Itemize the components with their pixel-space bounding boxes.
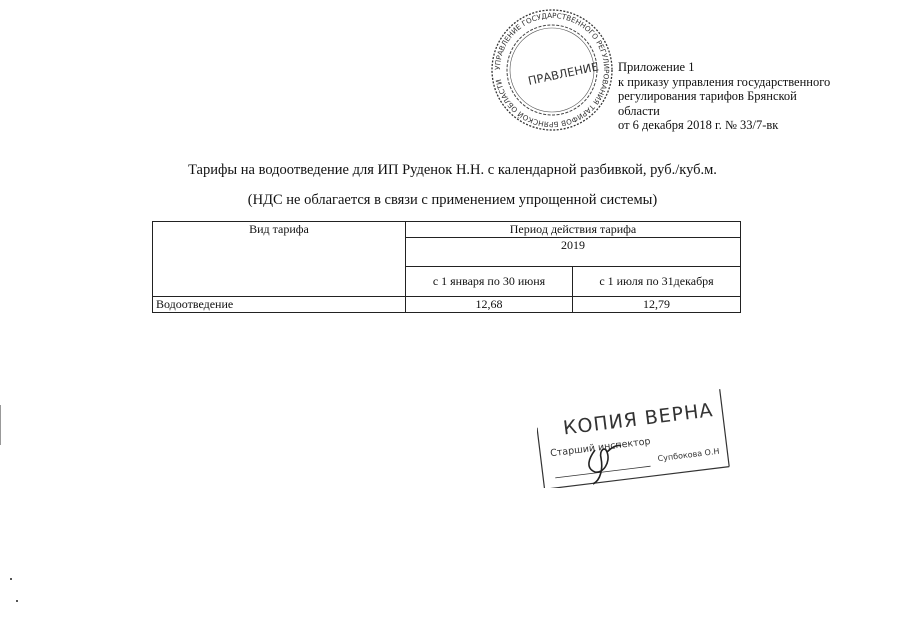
stamp-name: Супбокова О.Н (657, 446, 720, 464)
appendix-line-2: к приказу управления государственного (618, 74, 831, 89)
tariff-table (152, 221, 741, 313)
vat-note: (НДС не облагается в связи с применением упрощенной системы) (247, 192, 658, 208)
scan-speck (16, 600, 18, 602)
official-seal (487, 8, 617, 133)
row-value-1: 12,68 (406, 297, 573, 313)
seal-ring-text: УПРАВЛЕНИЕ ГОСУДАРСТВЕННОГО РЕГУЛИРОВАНИЯ ТАРИФОВ БРЯНСКОЙ ОБЛАСТИ (492, 10, 612, 130)
document-title: Тарифы на водоотведение для ИП Руденок Н.Н. с календарной разбивкой, руб./куб.м. (188, 162, 717, 178)
seal-center-text: ПРАВЛЕНИЕ (526, 59, 600, 88)
appendix-block (618, 60, 858, 133)
appendix-line-3: регулирования тарифов Брянской (618, 89, 797, 103)
row-value-2: 12,79 (573, 297, 741, 313)
header-period: Период действия тарифа (406, 222, 741, 238)
header-period-1: с 1 января по 30 июня (406, 267, 573, 297)
appendix-line-4: области (618, 103, 660, 118)
scan-edge-line (0, 405, 1, 445)
copy-certified-stamp (537, 388, 732, 488)
stamp-heading: КОПИЯ ВЕРНА (561, 399, 715, 440)
scan-speck (10, 578, 12, 580)
header-period-2: с 1 июля по 31декабря (573, 267, 741, 297)
row-type: Водоотведение (153, 297, 406, 313)
header-tariff-type: Вид тарифа (153, 222, 406, 297)
appendix-line-5: от 6 декабря 2018 г. № 33/7-вк (618, 118, 779, 132)
appendix-line-1: Приложение 1 (618, 60, 695, 74)
table-row (153, 297, 741, 313)
header-year: 2019 (406, 238, 741, 267)
stamp-position: Старший инспектор (549, 436, 652, 460)
